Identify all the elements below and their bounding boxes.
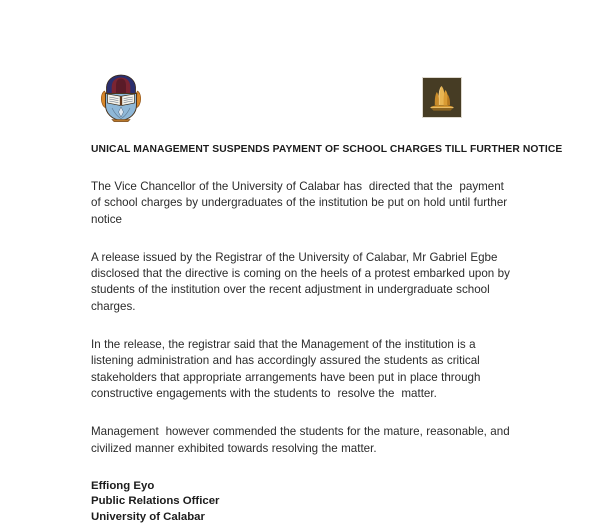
signatory-name: Effiong Eyo <box>91 479 155 492</box>
signatory-title: Public Relations Officer <box>91 495 220 508</box>
logo-row <box>91 74 463 122</box>
body-paragraph-3: In the release, the registrar said that the Management of the institution is a listening administration and has accordingly assured the students as critical stakeholders that appropriate arrangements have been put in place through constructive engagements with the students to resolve the matter. <box>91 338 484 400</box>
university-of-calabar-crest-icon <box>99 74 143 122</box>
document-content <box>91 143 563 526</box>
page-title: UNICAL MANAGEMENT SUSPENDS PAYMENT OF SCHOOL CHARGES TILL FURTHER NOTICE <box>91 144 563 155</box>
body-paragraph-2: A release issued by the Registrar of the University of Calabar, Mr Gabriel Egbe disclosed that the directive is coming on the heels of a protest embarked upon by students of the institution over the recent adjustment in undergraduate school charges. <box>91 250 514 313</box>
body-paragraph-1: The Vice Chancellor of the University of Calabar has directed that the payment of school charges by undergraduates of the institution be put on hold until further notice <box>91 180 511 226</box>
signature-block <box>91 479 513 526</box>
nuc-emblem-icon <box>422 77 462 118</box>
body-paragraph-4: Management however commended the students for the mature, reasonable, and civilized manner exhibited towards resolving the matter. <box>91 425 514 455</box>
signatory-organization: University of Calabar <box>91 511 205 524</box>
